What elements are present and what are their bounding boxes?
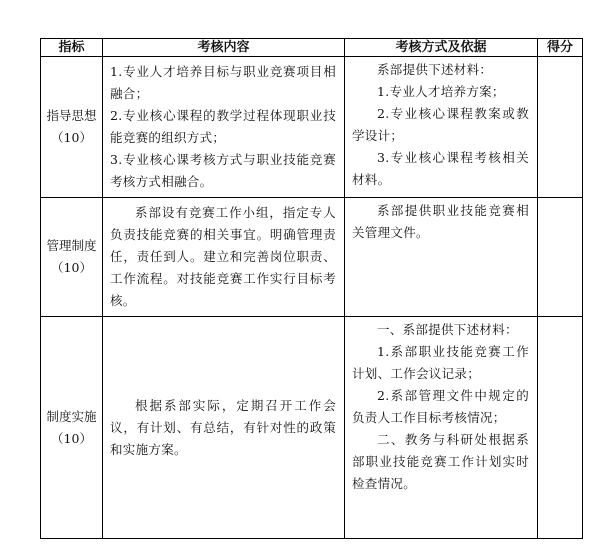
indicator-points: （10） (51, 260, 92, 275)
indicator-name: 指导思想 (46, 108, 97, 123)
score-cell[interactable] (538, 317, 583, 539)
table-header-row (41, 39, 583, 57)
indicator-name: 制度实施 (46, 408, 97, 424)
indicator-cell (41, 57, 103, 198)
content-item: 系部设有竞赛工作小组，指定专人负责技能竞赛的相关事宜。明确管理责任，责任到人。建立和完善岗位职责、工作流程。对技能竞赛工作实行目标考核。 (110, 205, 336, 308)
header-method: 考核方式及依据 (345, 39, 538, 57)
header-score: 得分 (538, 39, 583, 57)
table-row (41, 198, 583, 317)
method-cell (345, 317, 538, 539)
method-item: 3.专业核心课程考核相关材料。 (352, 150, 529, 187)
method-item: 一、系部提供下述材料： (377, 322, 518, 337)
table-row (41, 57, 583, 198)
indicator-name: 管理制度 (46, 238, 97, 253)
score-cell[interactable] (538, 57, 583, 198)
method-item: 2.系部管理文件中规定的负责人工作目标考核情况； (352, 388, 529, 425)
method-item: 二、教务与科研处根据系部职业技能竞赛工作计划实时检查情况。 (352, 432, 529, 491)
method-item: 1.专业人才培养方案； (377, 84, 505, 99)
method-cell (345, 198, 538, 317)
method-item: 2.专业核心课程教案或教学设计； (352, 106, 529, 143)
indicator-cell (41, 198, 103, 317)
indicator-cell (41, 317, 103, 539)
header-content: 考核内容 (103, 39, 345, 57)
method-item: 1.系部职业技能竞赛工作计划、工作会议记录； (352, 344, 529, 381)
table-row (41, 317, 583, 539)
indicator-points: （10） (51, 130, 92, 145)
content-item: 3.专业核心课考核方式与职业技能竞赛考核方式相融合。 (110, 152, 336, 189)
score-cell[interactable] (538, 198, 583, 317)
method-item: 系部提供下述材料： (377, 62, 493, 77)
assessment-table (40, 38, 583, 539)
indicator-points: （10） (51, 430, 92, 446)
content-cell (103, 57, 345, 198)
content-item: 根据系部实际，定期召开工作会议，有计划、有总结，有针对性的政策和实施方案。 (110, 397, 336, 457)
method-item: 系部提供职业技能竞赛相关管理文件。 (352, 203, 529, 240)
content-item: 2.专业核心课程的教学过程体现职业技能竞赛的组织方式； (110, 108, 336, 145)
header-indicator: 指标 (41, 39, 103, 57)
content-item: 1.专业人才培养目标与职业竞赛项目相融合； (110, 64, 336, 101)
content-cell (103, 198, 345, 317)
content-cell (103, 317, 345, 539)
method-cell (345, 57, 538, 198)
